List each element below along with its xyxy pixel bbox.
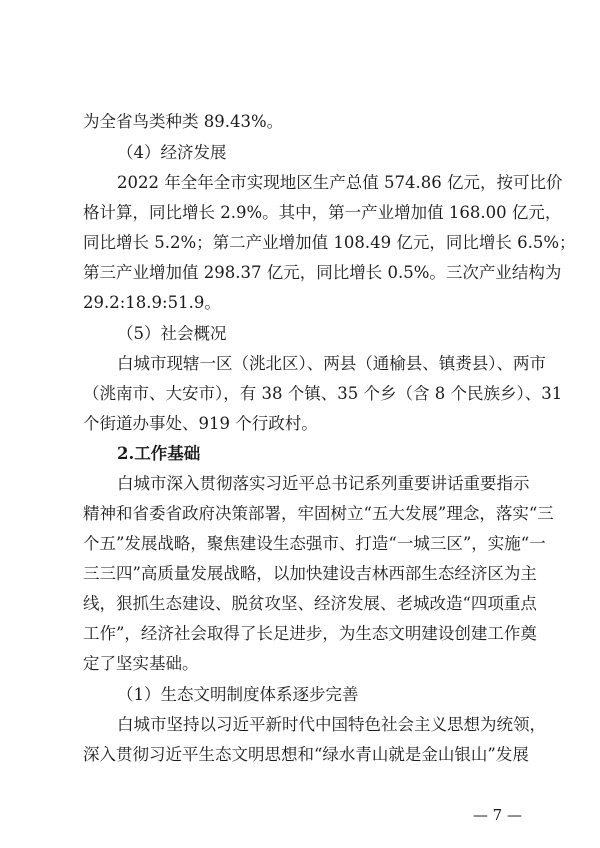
- page-number: — 7 —: [472, 806, 522, 824]
- text-line: 定了坚实基础。: [83, 654, 199, 673]
- text-line: 2022 年全年全市实现地区生产总值 574.86 亿元，按可比价: [117, 173, 563, 192]
- text-line: 格计算，同比增长 2.9%。其中，第一产业增加值 168.00 亿元，: [83, 203, 562, 222]
- text-line: 个五”发展战略，聚焦建设生态强市、打造“一城三区”，实施“一: [83, 534, 546, 553]
- text-line: 29.2:18.9:51.9。: [83, 293, 221, 312]
- text-line: 白城市深入贯彻落实习近平总书记系列重要讲话重要指示: [117, 474, 530, 493]
- text-line: 三三四”高质量发展战略，以加快建设吉林西部生态经济区为主: [83, 564, 537, 583]
- text-line: 线，狠抓生态建设、脱贫攻坚、经济发展、老城改造“四项重点: [83, 594, 537, 613]
- text-line: 白城市现辖一区（洮北区）、两县（通榆县、镇赉县）、两市: [117, 354, 546, 373]
- text-line: 第三产业增加值 298.37 亿元，同比增长 0.5%。三次产业结构为: [83, 263, 562, 282]
- section-heading-eco-system: （1）生态文明制度体系逐步完善: [117, 685, 359, 704]
- section-heading-society: （5）社会概况: [117, 324, 227, 343]
- text-line: （洮南市、大安市），有 38 个镇、35 个乡（含 8 个民族乡）、31: [83, 384, 563, 403]
- text-line: 同比增长 5.2%；第二产业增加值 108.49 亿元，同比增长 6.5%；: [83, 233, 576, 252]
- section-heading-work-basis: 2.工作基础: [117, 444, 201, 463]
- text-line: 为全省鸟类种类 89.43%。: [83, 112, 284, 131]
- text-line: 深入贯彻习近平生态文明思想和“绿水青山就是金山银山”发展: [83, 745, 529, 764]
- text-line: 白城市坚持以习近平新时代中国特色社会主义思想为统领，: [117, 715, 546, 734]
- text-line: 精神和省委省政府决策部署，牢固树立“五大发展”理念，落实“三: [83, 504, 554, 523]
- text-line: 工作”，经济社会取得了长足进步，为生态文明建设创建工作奠: [83, 624, 537, 643]
- section-heading-economy: （4）经济发展: [117, 143, 227, 162]
- text-line: 个街道办事处、919 个行政村。: [83, 414, 318, 433]
